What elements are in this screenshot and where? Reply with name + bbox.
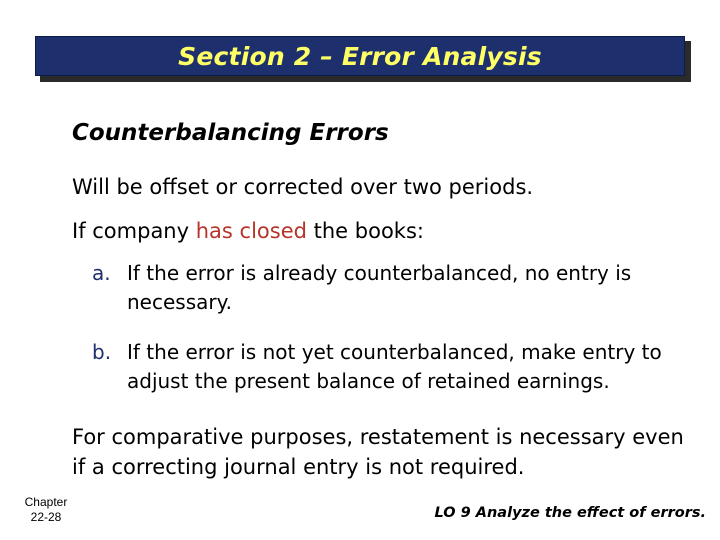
list-item-a bbox=[92, 259, 692, 317]
paragraph-closed-books bbox=[72, 216, 424, 246]
slide-title: Section 2 – Error Analysis bbox=[178, 41, 542, 71]
highlight-has-closed: has closed bbox=[195, 219, 307, 243]
section-heading: Counterbalancing Errors bbox=[72, 120, 389, 146]
list-marker-a: a. bbox=[92, 261, 111, 285]
paragraph-closed-books-start: If company bbox=[72, 219, 196, 243]
paragraph-restatement: For comparative purposes, restatement is necessary even if a correcting journal entry is not required. bbox=[72, 425, 684, 479]
list-item-b bbox=[92, 338, 692, 396]
paragraph-offset: Will be offset or corrected over two periods. bbox=[72, 175, 534, 199]
list-item-b-text: If the error is not yet counterbalanced, make entry to adjust the present balance of retained earnings. bbox=[127, 340, 662, 393]
list-item-a-text: If the error is already counterbalanced, no entry is necessary. bbox=[127, 261, 632, 314]
paragraph-closed-books-end: the books: bbox=[306, 219, 424, 243]
chapter-label bbox=[16, 495, 76, 525]
chapter-number: 22-28 bbox=[30, 510, 62, 524]
list-marker-b: b. bbox=[92, 340, 112, 364]
learning-objective: LO 9 Analyze the effect of errors. bbox=[434, 505, 706, 521]
chapter-label-text: Chapter bbox=[24, 495, 68, 509]
title-banner bbox=[35, 36, 685, 76]
